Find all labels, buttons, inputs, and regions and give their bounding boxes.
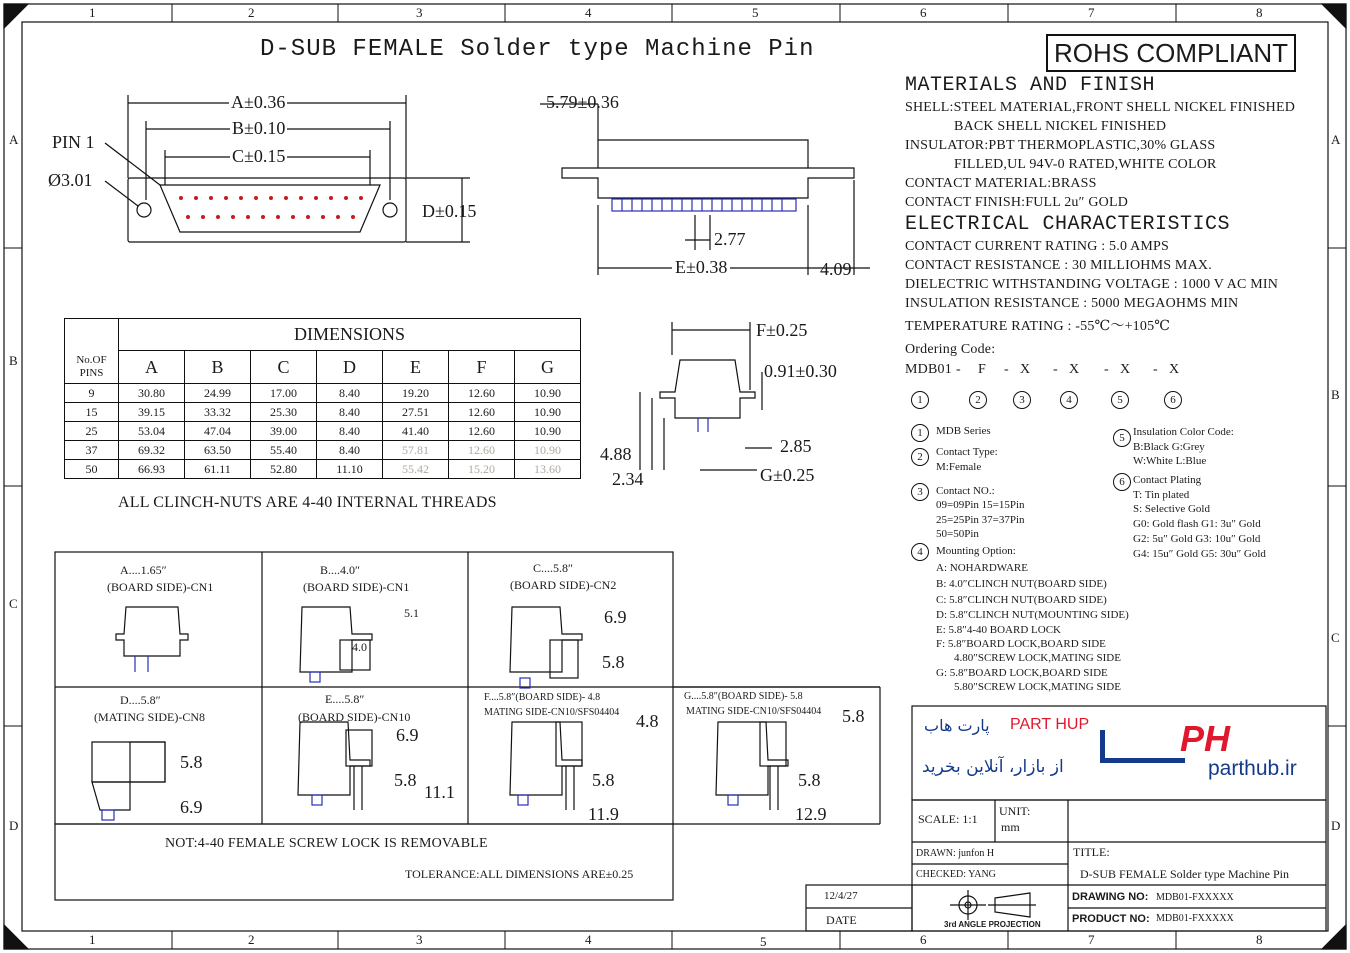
cell: 9 — [65, 384, 119, 403]
ordering-num: 2 — [969, 391, 987, 409]
table-row — [65, 403, 581, 422]
option-text: 25=25Pin 37=37Pin — [936, 514, 1025, 526]
drawing-no: MDB01-FXXXXX — [1156, 892, 1234, 903]
ordering-code-sep: - — [1004, 362, 1009, 377]
option-text: C: 5.8″CLINCH NUT(BOARD SIDE) — [936, 594, 1107, 606]
option-f-sub: MATING SIDE-CN10/SFS04404 — [484, 707, 620, 718]
option-text: Contact Plating — [1133, 474, 1202, 486]
logo-url: parthub.ir — [1208, 757, 1297, 780]
option-b-sub: (BOARD SIDE)-CN1 — [303, 580, 410, 594]
option-text: 09=09Pin 15=15Pin — [936, 499, 1025, 511]
ordering-code-sep: - — [1153, 362, 1158, 377]
materials-line: BACK SHELL NICKEL FINISHED — [954, 119, 1167, 134]
electrical-heading: ELECTRICAL CHARACTERISTICS — [905, 213, 1231, 236]
option-text: 4.80″SCREW LOCK,MATING SIDE — [954, 652, 1121, 664]
option-text: G4: 15u″ Gold G5: 30u″ Gold — [1133, 548, 1266, 560]
ordering-num: 6 — [1164, 391, 1182, 409]
option-text: 5.80″SCREW LOCK,MATING SIDE — [954, 681, 1121, 693]
cell: 39.15 — [119, 403, 185, 422]
option-text: G2: 5u″ Gold G3: 10u″ Gold — [1133, 533, 1261, 545]
unit-value: mm — [1001, 820, 1020, 834]
option-num: 2 — [911, 448, 929, 466]
electrical-line: CONTACT RESISTANCE : 30 MILLIOHMS MAX. — [905, 258, 1212, 273]
option-c-sub: (BOARD SIDE)-CN2 — [510, 578, 617, 592]
option-text: Mounting Option: — [936, 545, 1016, 557]
option-b-label: B....4.0″ — [320, 563, 361, 577]
option-e-sub: (BOARD SIDE)-CN10 — [298, 710, 411, 724]
table-row — [65, 422, 581, 441]
option-text: Contact Type: — [936, 446, 998, 458]
zone-row-c: C — [9, 596, 18, 611]
option-e-dim2: 5.8 — [394, 770, 417, 790]
cell: 41.40 — [383, 422, 449, 441]
option-text: A: NOHARDWARE — [936, 562, 1028, 574]
option-b-dim1: 5.1 — [404, 606, 419, 620]
option-text: T: Tin plated — [1133, 489, 1190, 501]
ordering-num: 3 — [1013, 391, 1031, 409]
drawing-no-label: DRAWING NO: — [1072, 891, 1149, 903]
product-no: MDB01-FXXXXX — [1156, 913, 1234, 924]
ordering-code-x: X — [1069, 362, 1080, 377]
hole-diameter: Ø3.01 — [48, 170, 93, 190]
cell: 11.10 — [317, 460, 383, 479]
col-header: A — [119, 351, 185, 384]
option-e-label: E....5.8″ — [325, 692, 365, 706]
dim-b: B±0.10 — [232, 118, 286, 138]
dim-a: A±0.36 — [231, 92, 286, 112]
materials-line: SHELL:STEEL MATERIAL,FRONT SHELL NICKEL FINISHED — [905, 100, 1296, 115]
cell: 12.60 — [449, 441, 515, 460]
option-a-sub: (BOARD SIDE)-CN1 — [107, 580, 214, 594]
option-c-label: C....5.8″ — [533, 561, 574, 575]
cell: 8.40 — [317, 403, 383, 422]
option-b-dim2: 4.0 — [352, 640, 367, 654]
option-d-sub: (MATING SIDE)-CN8 — [94, 710, 205, 724]
title-value: D-SUB FEMALE Solder type Machine Pin — [1080, 867, 1289, 881]
dim-c: C±0.15 — [232, 146, 286, 166]
option-c-dim1: 6.9 — [604, 607, 627, 627]
cell: 25.30 — [251, 403, 317, 422]
option-num: 1 — [911, 424, 929, 442]
ordering-code-x: X — [1020, 362, 1031, 377]
cell: 24.99 — [185, 384, 251, 403]
pin1-label: PIN 1 — [52, 132, 95, 152]
logo-swoosh — [1100, 730, 1185, 763]
dim-f: F±0.25 — [756, 320, 808, 340]
zone-col-2-bottom: 2 — [248, 932, 255, 947]
removable-note: NOT:4-40 FEMALE SCREW LOCK IS REMOVABLE — [165, 836, 488, 851]
cell: 61.11 — [185, 460, 251, 479]
option-text: B: 4.0″CLINCH NUT(BOARD SIDE) — [936, 578, 1107, 590]
option-g-sub: MATING SIDE-CN10/SFS04404 — [686, 706, 822, 717]
ordering-num: 4 — [1060, 391, 1078, 409]
option-d-dim2: 6.9 — [180, 797, 203, 817]
col-header: C — [251, 351, 317, 384]
option-text: F: 5.8″BOARD LOCK,BOARD SIDE — [936, 638, 1106, 650]
title-label: TITLE: — [1073, 845, 1110, 859]
option-a-label: A....1.65″ — [120, 563, 167, 577]
logo-mark: PH — [1180, 718, 1231, 759]
electrical-line: DIELECTRIC WITHSTANDING VOLTAGE : 1000 V AC MIN — [905, 277, 1279, 292]
scale: SCALE: 1:1 — [918, 812, 978, 826]
dim-4-88: 4.88 — [600, 444, 632, 464]
cell: 12.60 — [449, 384, 515, 403]
pin-dots — [179, 196, 363, 219]
option-text: MDB Series — [936, 425, 991, 437]
option-g-dim3: 12.9 — [795, 804, 827, 824]
ordering-code-sep: - — [1104, 362, 1109, 377]
zone-row-a: A — [9, 132, 19, 147]
projection-label: 3rd ANGLE PROJECTION — [944, 920, 1041, 929]
zone-col-5: 5 — [752, 5, 759, 20]
option-text: B:Black G:Grey — [1133, 441, 1205, 453]
ordering-num: 1 — [911, 391, 929, 409]
cell: 50 — [65, 460, 119, 479]
col-header: E — [383, 351, 449, 384]
option-text: S: Selective Gold — [1133, 503, 1210, 515]
zone-col-6: 6 — [920, 5, 927, 20]
cell: 8.40 — [317, 384, 383, 403]
option-f-dim1: 4.8 — [636, 711, 659, 731]
option-g-dim1: 5.8 — [842, 706, 865, 726]
cell: 30.80 — [119, 384, 185, 403]
materials-line: CONTACT FINISH:FULL 2u″ GOLD — [905, 195, 1129, 210]
zone-col-5-bottom: 5 — [760, 934, 767, 949]
col-header: F — [449, 351, 515, 384]
option-d-dim1: 5.8 — [180, 752, 203, 772]
option-text: Insulation Color Code: — [1133, 426, 1234, 438]
drawn-by: DRAWN: junfon H — [916, 848, 995, 859]
cell: 10.90 — [515, 403, 581, 422]
option-f-dim2: 5.8 — [592, 770, 615, 790]
zone-row-c-right: C — [1331, 630, 1340, 645]
ordering-label: Ordering Code: — [905, 342, 996, 357]
option-text: M:Female — [936, 461, 982, 473]
table-row — [65, 460, 581, 479]
materials-line: INSULATOR:PBT THERMOPLASTIC,30% GLASS — [905, 138, 1216, 153]
materials-line: FILLED,UL 94V-0 RATED,WHITE COLOR — [954, 157, 1217, 172]
date-label: DATE — [826, 913, 857, 927]
rohs-badge: ROHS COMPLIANT — [1046, 34, 1296, 72]
option-f-dim3: 11.9 — [588, 804, 619, 824]
col-header: B — [185, 351, 251, 384]
zone-row-b-right: B — [1331, 387, 1340, 402]
cell: 13.60 — [515, 460, 581, 479]
cell: 37 — [65, 441, 119, 460]
dimensions-table — [64, 318, 581, 479]
option-num: 5 — [1113, 429, 1131, 447]
logo-fa-tagline: از بازار، آنلاین بخرید — [922, 757, 1064, 777]
cell: 12.60 — [449, 422, 515, 441]
cell: 55.42 — [383, 460, 449, 479]
dim-2-77: 2.77 — [714, 229, 746, 249]
clinch-note: ALL CLINCH-NUTS ARE 4-40 INTERNAL THREADS — [118, 494, 497, 511]
dimensions-title: DIMENSIONS — [119, 319, 581, 351]
materials-heading: MATERIALS AND FINISH — [905, 74, 1156, 97]
dim-2-34: 2.34 — [612, 469, 644, 489]
cell: 66.93 — [119, 460, 185, 479]
option-c-dim2: 5.8 — [602, 652, 625, 672]
logo-en: PART HUP — [1010, 716, 1090, 733]
zone-col-3-bottom: 3 — [416, 932, 423, 947]
zone-row-d: D — [9, 818, 19, 833]
cell: 15 — [65, 403, 119, 422]
option-num: 4 — [911, 543, 929, 561]
zone-col-1-bottom: 1 — [89, 932, 96, 947]
zone-row-a-right: A — [1331, 132, 1341, 147]
dim-e: E±0.38 — [672, 257, 730, 278]
electrical-line: TEMPERATURE RATING : -55℃～+105℃ — [905, 319, 1171, 334]
option-text: G0: Gold flash G1: 3u″ Gold — [1133, 518, 1261, 530]
product-no-label: PRODUCT NO: — [1072, 913, 1150, 925]
zone-col-8-bottom: 8 — [1256, 932, 1263, 947]
date-value: 12/4/27 — [824, 890, 858, 902]
cell: 47.04 — [185, 422, 251, 441]
dim-shell-width: 5.79±0.36 — [546, 92, 619, 112]
cell: 8.40 — [317, 441, 383, 460]
option-text: E: 5.8″4-40 BOARD LOCK — [936, 624, 1061, 636]
zone-row-d-right: D — [1331, 818, 1341, 833]
ordering-code-prefix: MDB01 — [905, 362, 952, 377]
dim-2-85: 2.85 — [780, 436, 812, 456]
ordering-num: 5 — [1111, 391, 1129, 409]
electrical-line: INSULATION RESISTANCE : 5000 MEGAOHMS MIN — [905, 296, 1239, 311]
option-text: D: 5.8″CLINCH NUT(MOUNTING SIDE) — [936, 609, 1129, 621]
zone-col-2: 2 — [248, 5, 255, 20]
electrical-line: CONTACT CURRENT RATING : 5.0 AMPS — [905, 239, 1170, 254]
materials-line: CONTACT MATERIAL:BRASS — [905, 176, 1097, 191]
dim-g: G±0.25 — [760, 465, 815, 485]
option-text: W:White L:Blue — [1133, 455, 1207, 467]
cell: 10.90 — [515, 441, 581, 460]
col-header: G — [515, 351, 581, 384]
zone-col-4-bottom: 4 — [585, 932, 592, 947]
cell: 55.40 — [251, 441, 317, 460]
ordering-code-f: F — [978, 362, 986, 377]
option-f-label: F....5.8″(BOARD SIDE)- 4.8 — [484, 692, 601, 703]
dim-d: D±0.15 — [422, 201, 477, 221]
ordering-code-sep: - — [1053, 362, 1058, 377]
logo-fa-title: پارت هاب — [924, 716, 990, 735]
cell: 53.04 — [119, 422, 185, 441]
col-header: D — [317, 351, 383, 384]
tolerance-note: TOLERANCE:ALL DIMENSIONS ARE±0.25 — [405, 867, 634, 881]
zone-col-7-bottom: 7 — [1088, 932, 1095, 947]
dim-4-09: 4.09 — [820, 259, 852, 279]
col-header-pins: No.OF PINS — [65, 351, 119, 384]
checked-by: CHECKED: YANG — [916, 869, 996, 880]
zone-col-1: 1 — [89, 5, 96, 20]
option-e-dim1: 6.9 — [396, 725, 419, 745]
table-row — [65, 384, 581, 403]
cell: 69.32 — [119, 441, 185, 460]
option-text: 50=50Pin — [936, 528, 979, 540]
option-d-label: D....5.8″ — [120, 693, 161, 707]
zone-col-8: 8 — [1256, 5, 1263, 20]
zone-col-3: 3 — [416, 5, 423, 20]
cell: 10.90 — [515, 422, 581, 441]
option-text: G: 5.8″BOARD LOCK,BOARD SIDE — [936, 667, 1108, 679]
drawing-title: D-SUB FEMALE Solder type Machine Pin — [260, 36, 815, 63]
zone-col-6-bottom: 6 — [920, 932, 927, 947]
cell: 63.50 — [185, 441, 251, 460]
cell: 19.20 — [383, 384, 449, 403]
ordering-code-sep: - — [956, 362, 961, 377]
option-num: 3 — [911, 483, 929, 501]
cell: 57.81 — [383, 441, 449, 460]
ordering-code-x: X — [1169, 362, 1180, 377]
zone-col-4: 4 — [585, 5, 592, 20]
cell: 52.80 — [251, 460, 317, 479]
dim-0-91: 0.91±0.30 — [764, 361, 837, 381]
cell: 15.20 — [449, 460, 515, 479]
zone-col-7: 7 — [1088, 5, 1095, 20]
option-g-label: G....5.8″(BOARD SIDE)- 5.8 — [684, 691, 803, 702]
cell: 17.00 — [251, 384, 317, 403]
table-row — [65, 441, 581, 460]
cell: 25 — [65, 422, 119, 441]
cell: 8.40 — [317, 422, 383, 441]
option-num: 6 — [1113, 473, 1131, 491]
cell: 39.00 — [251, 422, 317, 441]
cell: 27.51 — [383, 403, 449, 422]
cell: 12.60 — [449, 403, 515, 422]
option-g-dim2: 5.8 — [798, 770, 821, 790]
option-text: Contact NO.: — [936, 485, 995, 497]
zone-row-b: B — [9, 353, 18, 368]
unit-label: UNIT: — [999, 804, 1031, 818]
ordering-code-x: X — [1120, 362, 1131, 377]
cell: 33.32 — [185, 403, 251, 422]
cell: 10.90 — [515, 384, 581, 403]
option-e-dim3: 11.1 — [424, 782, 455, 802]
